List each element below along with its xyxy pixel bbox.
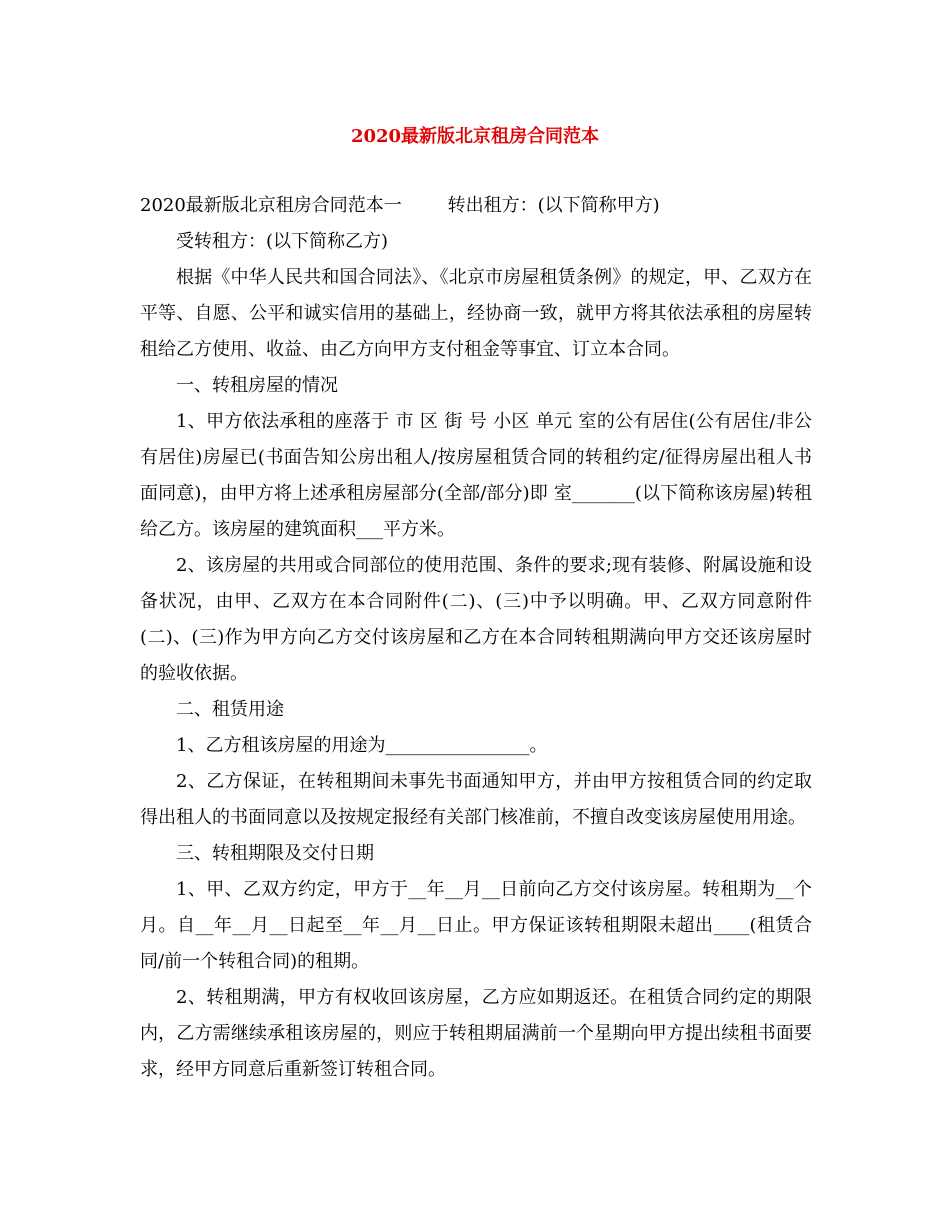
paragraph-term-2: 2、转租期满，甲方有权收回该房屋，乙方应如期返还。在租赁合同约定的期限内，乙方需继续承租该房屋的，则应于转租期届满前一个星期向甲方提出续租书面要求，经甲方同意后重新签订转租合同。 <box>140 987 812 1080</box>
document-body <box>140 188 812 1088</box>
paragraph-preamble: 根据《中华人民共和国合同法》、《北京市房屋租赁条例》的规定，甲、乙双方在平等、自愿、公平和诚实信用的基础上，经协商一致，就甲方将其依法承租的房屋转租给乙方使用、收益、由乙方向甲方支付租金等事宜、订立本合同。 <box>140 267 812 360</box>
paragraph-term-1: 1、甲、乙双方约定，甲方于__年__月__日前向乙方交付该房屋。转租期为__个月。自__年__月__日起至__年__月__日止。甲方保证该转租期限未超出____(租赁合同/前一个转租合同)的租期。 <box>140 879 812 972</box>
paragraph-usage-1: 1、乙方租该房屋的用途为________________。 <box>176 735 548 756</box>
section-heading-term: 三、转租期限及交付日期 <box>176 843 374 864</box>
document-title: 2020最新版北京租房合同范本 <box>350 126 600 147</box>
paragraph-parties-lessee: 受转租方：(以下简称乙方) <box>176 231 389 252</box>
section-heading-usage: 二、租赁用途 <box>176 699 284 720</box>
paragraph-property-2: 2、该房屋的共用或合同部位的使用范围、条件的要求;现有装修、附属设施和设备状况，由甲、乙双方在本合同附件(二)、(三)中予以明确。甲、乙双方同意附件(二)、(三)作为甲方向乙方交付该房屋和乙方在本合同转租期满向甲方交还该房屋时的验收依据。 <box>140 555 812 684</box>
paragraph-usage-2: 2、乙方保证，在转租期间未事先书面通知甲方，并由甲方按租赁合同的约定取得出租人的书面同意以及按规定报经有关部门核准前，不擅自改变该房屋使用用途。 <box>140 771 812 828</box>
section-heading-property: 一、转租房屋的情况 <box>176 375 338 396</box>
paragraph-property-1: 1、甲方依法承租的座落于 市 区 街 号 小区 单元 室的公有居住(公有居住/非公有居住)房屋已(书面告知公房出租人/按房屋租赁合同的转租约定/征得房屋出租人书面同意)，由甲方将上述承租房屋部分(全部/部分)即 室_______(以下简称该房屋)转租给乙方。该房屋的建筑面积___平方米。 <box>140 411 812 540</box>
paragraph-parties-lessor: 2020最新版北京租房合同范本一 转出租方：(以下简称甲方) <box>140 195 660 216</box>
